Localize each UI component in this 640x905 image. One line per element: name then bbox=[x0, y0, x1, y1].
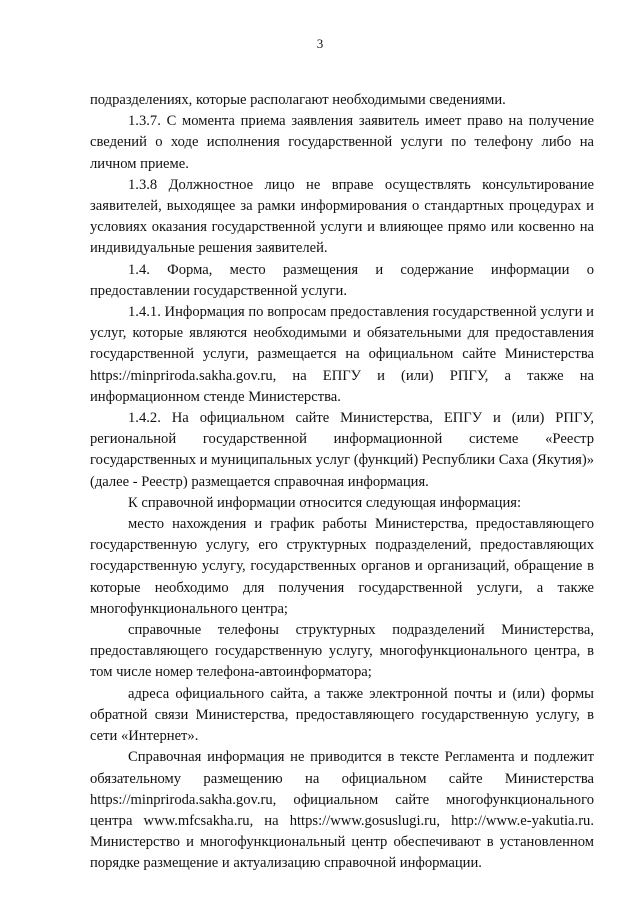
paragraph-location-schedule: место нахождения и график работы Министерства, предоставляющего государственную услугу, его структурных подразделений, предоставляющих государственную услугу, государственных органов и организаций, обращение в которые необходимо для получения государственной услуги, а также многофункционального центра; bbox=[90, 516, 594, 617]
paragraph-phones: справочные телефоны структурных подразделений Министерства, предоставляющего государственную услугу, многофункционального центра, в том числе номер телефона-автоинформатора; bbox=[90, 622, 594, 681]
paragraph-1-3-7: 1.3.7. С момента приема заявления заявитель имеет право на получение сведений о ходе исполнения государственной услуги по телефону либо на личном приеме. bbox=[90, 113, 594, 172]
paragraph-reference-info-intro: К справочной информации относится следующая информация: bbox=[128, 494, 522, 511]
paragraph-1-4-1: 1.4.1. Информация по вопросам предоставления государственной услуги и услуг, которые являются необходимыми и обязательными для предоставления государственной услуги, размещается на официальном сайте Министерства https://minpriroda.sakha.gov.ru, на ЕПГУ и (или) РПГУ, а также на информационном стенде Министерства. bbox=[90, 304, 594, 405]
paragraph-placement: Справочная информация не приводится в тексте Регламента и подлежит обязательному размещению на официальном сайте Министерства https://minpriroda.sakha.gov.ru, официальном сайте многофункционального центра www.mfcsakha.ru, на https://www.gosuslugi.ru, http://www.e-yakutia.ru. Министерство и многофункциональный центр обеспечивают в установленном порядке размещение и актуализацию справочной информации. bbox=[90, 749, 594, 872]
paragraph-1-4-heading: 1.4. Форма, место размещения и содержание информации о предоставлении государственной услуги. bbox=[90, 261, 594, 299]
paragraph-1-3-8: 1.3.8 Должностное лицо не вправе осуществлять консультирование заявителей, выходящее за рамки информирования о стандартных процедурах и условиях оказания государственной услуги и влияющее прямо или косвенно на индивидуальные решения заявителей. bbox=[90, 176, 594, 257]
document-body bbox=[90, 90, 594, 875]
page-number: 3 bbox=[316, 36, 324, 51]
paragraph-addresses: адреса официального сайта, а также электронной почты и (или) формы обратной связи Министерства, предоставляющего государственную услугу, в сети «Интернет». bbox=[90, 685, 594, 745]
paragraph-continuation: подразделениях, которые располагают необходимыми сведениями. bbox=[90, 92, 506, 108]
paragraph-1-4-2: 1.4.2. На официальном сайте Министерства, ЕПГУ и (или) РПГУ, региональной государственной информационной системе «Реестр государственных и муниципальных услуг (функций) Республики Саха (Якутия)» (далее - Реестр) размещается справочная информация. bbox=[90, 410, 595, 490]
